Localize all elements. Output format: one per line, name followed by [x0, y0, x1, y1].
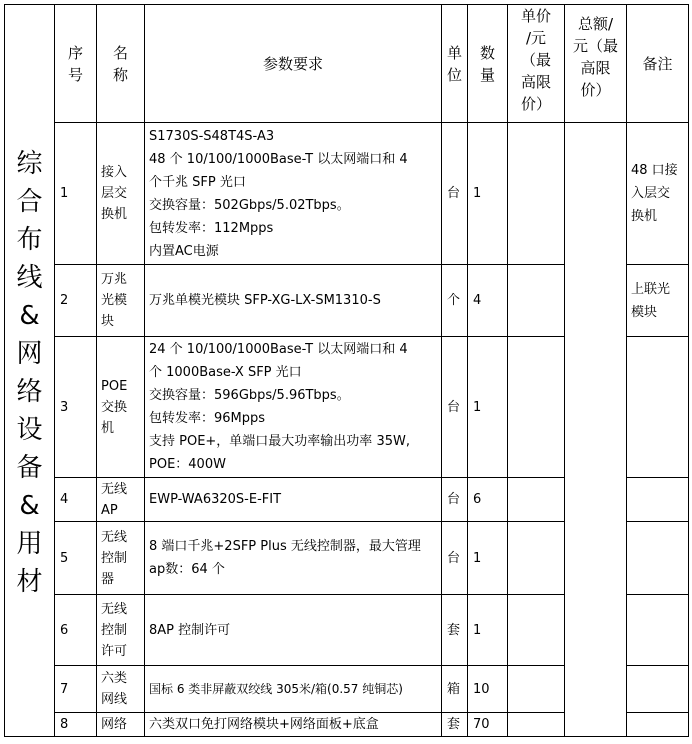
header-note: [627, 5, 689, 123]
row-name-line: 控制: [101, 622, 128, 638]
row-unit-price: [508, 337, 565, 478]
row-params: [145, 713, 442, 737]
row-note: [627, 522, 689, 595]
row-param-line: POE：400W: [149, 457, 226, 472]
row-note: [627, 595, 689, 666]
header-unit-price-text: /元: [525, 29, 547, 47]
row-name-line: 无线: [101, 481, 128, 497]
row-seq: 8: [55, 713, 97, 737]
category-char: &: [19, 300, 40, 331]
row-name-line: 无线: [101, 529, 128, 545]
row-unit: 台: [442, 337, 468, 478]
row-param-line: 交换容量：502Gbps/5.02Tbps。: [149, 197, 350, 213]
category-char: 综: [16, 148, 43, 179]
row-qty: 1: [468, 595, 508, 666]
row-name: [97, 595, 145, 666]
category-char: 用: [16, 528, 43, 559]
header-unit-text: 位: [446, 65, 462, 84]
header-unit-price-text: 单价: [520, 7, 551, 25]
row-unit-price: [508, 522, 565, 595]
header-qty: [468, 5, 508, 123]
category-char: 网: [16, 338, 43, 369]
equipment-table: [4, 4, 689, 737]
header-name: [97, 5, 145, 123]
header-qty-text: 数: [479, 43, 495, 62]
row-param-line: 8AP 控制许可: [149, 622, 231, 638]
row-param-line: 8 端口千兆+2SFP Plus 无线控制器，最大管理: [149, 539, 421, 554]
row-seq: 1: [55, 123, 97, 265]
header-params-text: 参数要求: [262, 54, 323, 73]
row-name: [97, 123, 145, 265]
category-char: 材: [16, 566, 43, 597]
category-char: &: [19, 490, 40, 521]
category-cell: [5, 5, 55, 737]
row-qty: 6: [468, 478, 508, 522]
row-params: [145, 265, 442, 337]
category-char: 设: [16, 414, 43, 445]
row-name-line: 无线: [101, 601, 128, 617]
row-seq: 7: [55, 666, 97, 713]
row-qty: 1: [468, 522, 508, 595]
row-qty: 4: [468, 265, 508, 337]
row-param-line: 包转发率：96Mpps: [149, 411, 266, 426]
row-unit: 套: [442, 713, 468, 737]
row-param-line: 内置AC电源: [149, 243, 219, 259]
row-name: [97, 713, 145, 737]
row-name-line: 块: [101, 314, 115, 329]
row-note: [627, 666, 689, 713]
row-params: [145, 123, 442, 265]
row-name: [97, 666, 145, 713]
header-unit: [442, 5, 468, 123]
row-unit-price: [508, 478, 565, 522]
row-param-line: 支持 POE+，单端口最大功率输出功率 35W,: [149, 434, 410, 449]
row-unit: 台: [442, 522, 468, 595]
row-name: [97, 265, 145, 337]
row-qty: 70: [468, 713, 508, 737]
row-params: [145, 478, 442, 522]
category-char: 络: [16, 376, 43, 407]
category-char: 合: [16, 186, 43, 217]
row-note: [627, 478, 689, 522]
category-char: 备: [16, 452, 43, 483]
row-unit: 箱: [442, 666, 468, 713]
header-row: [5, 5, 689, 123]
row-name: [97, 337, 145, 478]
category-char: 布: [16, 224, 43, 255]
row-name-line: 六类: [101, 671, 128, 686]
row-param-line: 六类双口免打网络模块+网络面板+底盒: [149, 717, 379, 732]
row-name-line: 机: [101, 420, 115, 436]
header-unit-price-text: 价）: [520, 95, 551, 113]
row-name-line: 换机: [101, 207, 128, 222]
header-total: [565, 5, 627, 123]
row-param-line: 个千兆 SFP 光口: [149, 174, 246, 190]
row-note: [627, 123, 689, 265]
row-param-line: S1730S-S48T4S-A3: [149, 128, 275, 144]
row-seq: 3: [55, 337, 97, 478]
row-qty: 10: [468, 666, 508, 713]
row-note-line: 换机: [631, 209, 658, 224]
row-name-line: 网络: [101, 717, 128, 732]
row-note: [627, 265, 689, 337]
row-unit-price: [508, 713, 565, 737]
row-name-line: 许可: [101, 643, 128, 659]
total-cell: [565, 123, 627, 737]
header-unit-price: [508, 5, 565, 123]
row-qty: 1: [468, 337, 508, 478]
row-name: [97, 478, 145, 522]
row-name-line: 万兆: [101, 272, 128, 287]
header-params: [145, 5, 442, 123]
row-unit-price: [508, 265, 565, 337]
row-param-line: 48 个 10/100/1000Base-T 以太网端口和 4: [149, 151, 408, 167]
row-name-line: 控制: [101, 550, 128, 566]
row-param-line: 国标 6 类非屏蔽双绞线 305米/箱(0.57 纯铜芯): [149, 681, 403, 696]
row-name-line: 网线: [101, 692, 128, 707]
row-unit-price: [508, 666, 565, 713]
row-params: [145, 666, 442, 713]
row-note-line: 入层交: [631, 186, 671, 201]
row-seq: 4: [55, 478, 97, 522]
row-seq: 2: [55, 265, 97, 337]
row-unit: 台: [442, 123, 468, 265]
row-note: [627, 337, 689, 478]
row-name-line: AP: [101, 502, 118, 518]
header-unit-price-text: 高限: [520, 73, 551, 91]
row-param-line: 24 个 10/100/1000Base-T 以太网端口和 4: [149, 342, 408, 357]
row-name-line: 器: [101, 571, 115, 587]
row-param-line: EWP-WA6320S-E-FIT: [149, 492, 282, 507]
row-note-line: 上联光: [631, 281, 671, 297]
row-note-line: 48 口接: [631, 163, 678, 178]
header-qty-text: 量: [479, 65, 495, 84]
header-seq-text: 序: [67, 43, 83, 62]
header-note-text: 备注: [642, 54, 673, 73]
row-name-line: 交换: [101, 399, 128, 415]
row-params: [145, 337, 442, 478]
header-unit-text: 单: [446, 43, 462, 62]
header-total-text: 高限: [580, 59, 611, 77]
row-param-line: ap数：64 个: [149, 562, 225, 577]
header-unit-price-text: （最: [520, 51, 551, 69]
row-param-line: 包转发率：112Mpps: [149, 220, 274, 236]
row-name-line: POE: [101, 378, 128, 394]
header-name-text: 称: [112, 65, 128, 84]
row-name-line: 光模: [101, 293, 128, 308]
row-params: [145, 595, 442, 666]
header-total-text: 总额/: [577, 15, 614, 33]
row-name: [97, 522, 145, 595]
row-note: [627, 713, 689, 737]
row-qty: 1: [468, 123, 508, 265]
row-param-line: 个 1000Base-X SFP 光口: [149, 365, 302, 380]
header-name-text: 名: [112, 43, 128, 62]
row-unit: 台: [442, 478, 468, 522]
row-unit: 个: [442, 265, 468, 337]
row-name-line: 层交: [101, 186, 128, 201]
row-param-line: 交换容量：596Gbps/5.96Tbps。: [149, 388, 350, 403]
row-unit: 套: [442, 595, 468, 666]
row-param-line: 万兆单模光模块 SFP-XG-LX-SM1310-S: [149, 293, 381, 308]
row-name-line: 接入: [101, 165, 128, 180]
header-seq-text: 号: [67, 65, 83, 84]
header-seq: [55, 5, 97, 123]
category-char: 线: [16, 262, 43, 293]
header-total-text: 元（最: [572, 37, 618, 55]
row-params: [145, 522, 442, 595]
table-row: [5, 123, 689, 265]
row-seq: 5: [55, 522, 97, 595]
header-total-text: 价）: [580, 81, 611, 99]
row-unit-price: [508, 123, 565, 265]
row-seq: 6: [55, 595, 97, 666]
row-unit-price: [508, 595, 565, 666]
row-note-line: 模块: [631, 304, 658, 320]
